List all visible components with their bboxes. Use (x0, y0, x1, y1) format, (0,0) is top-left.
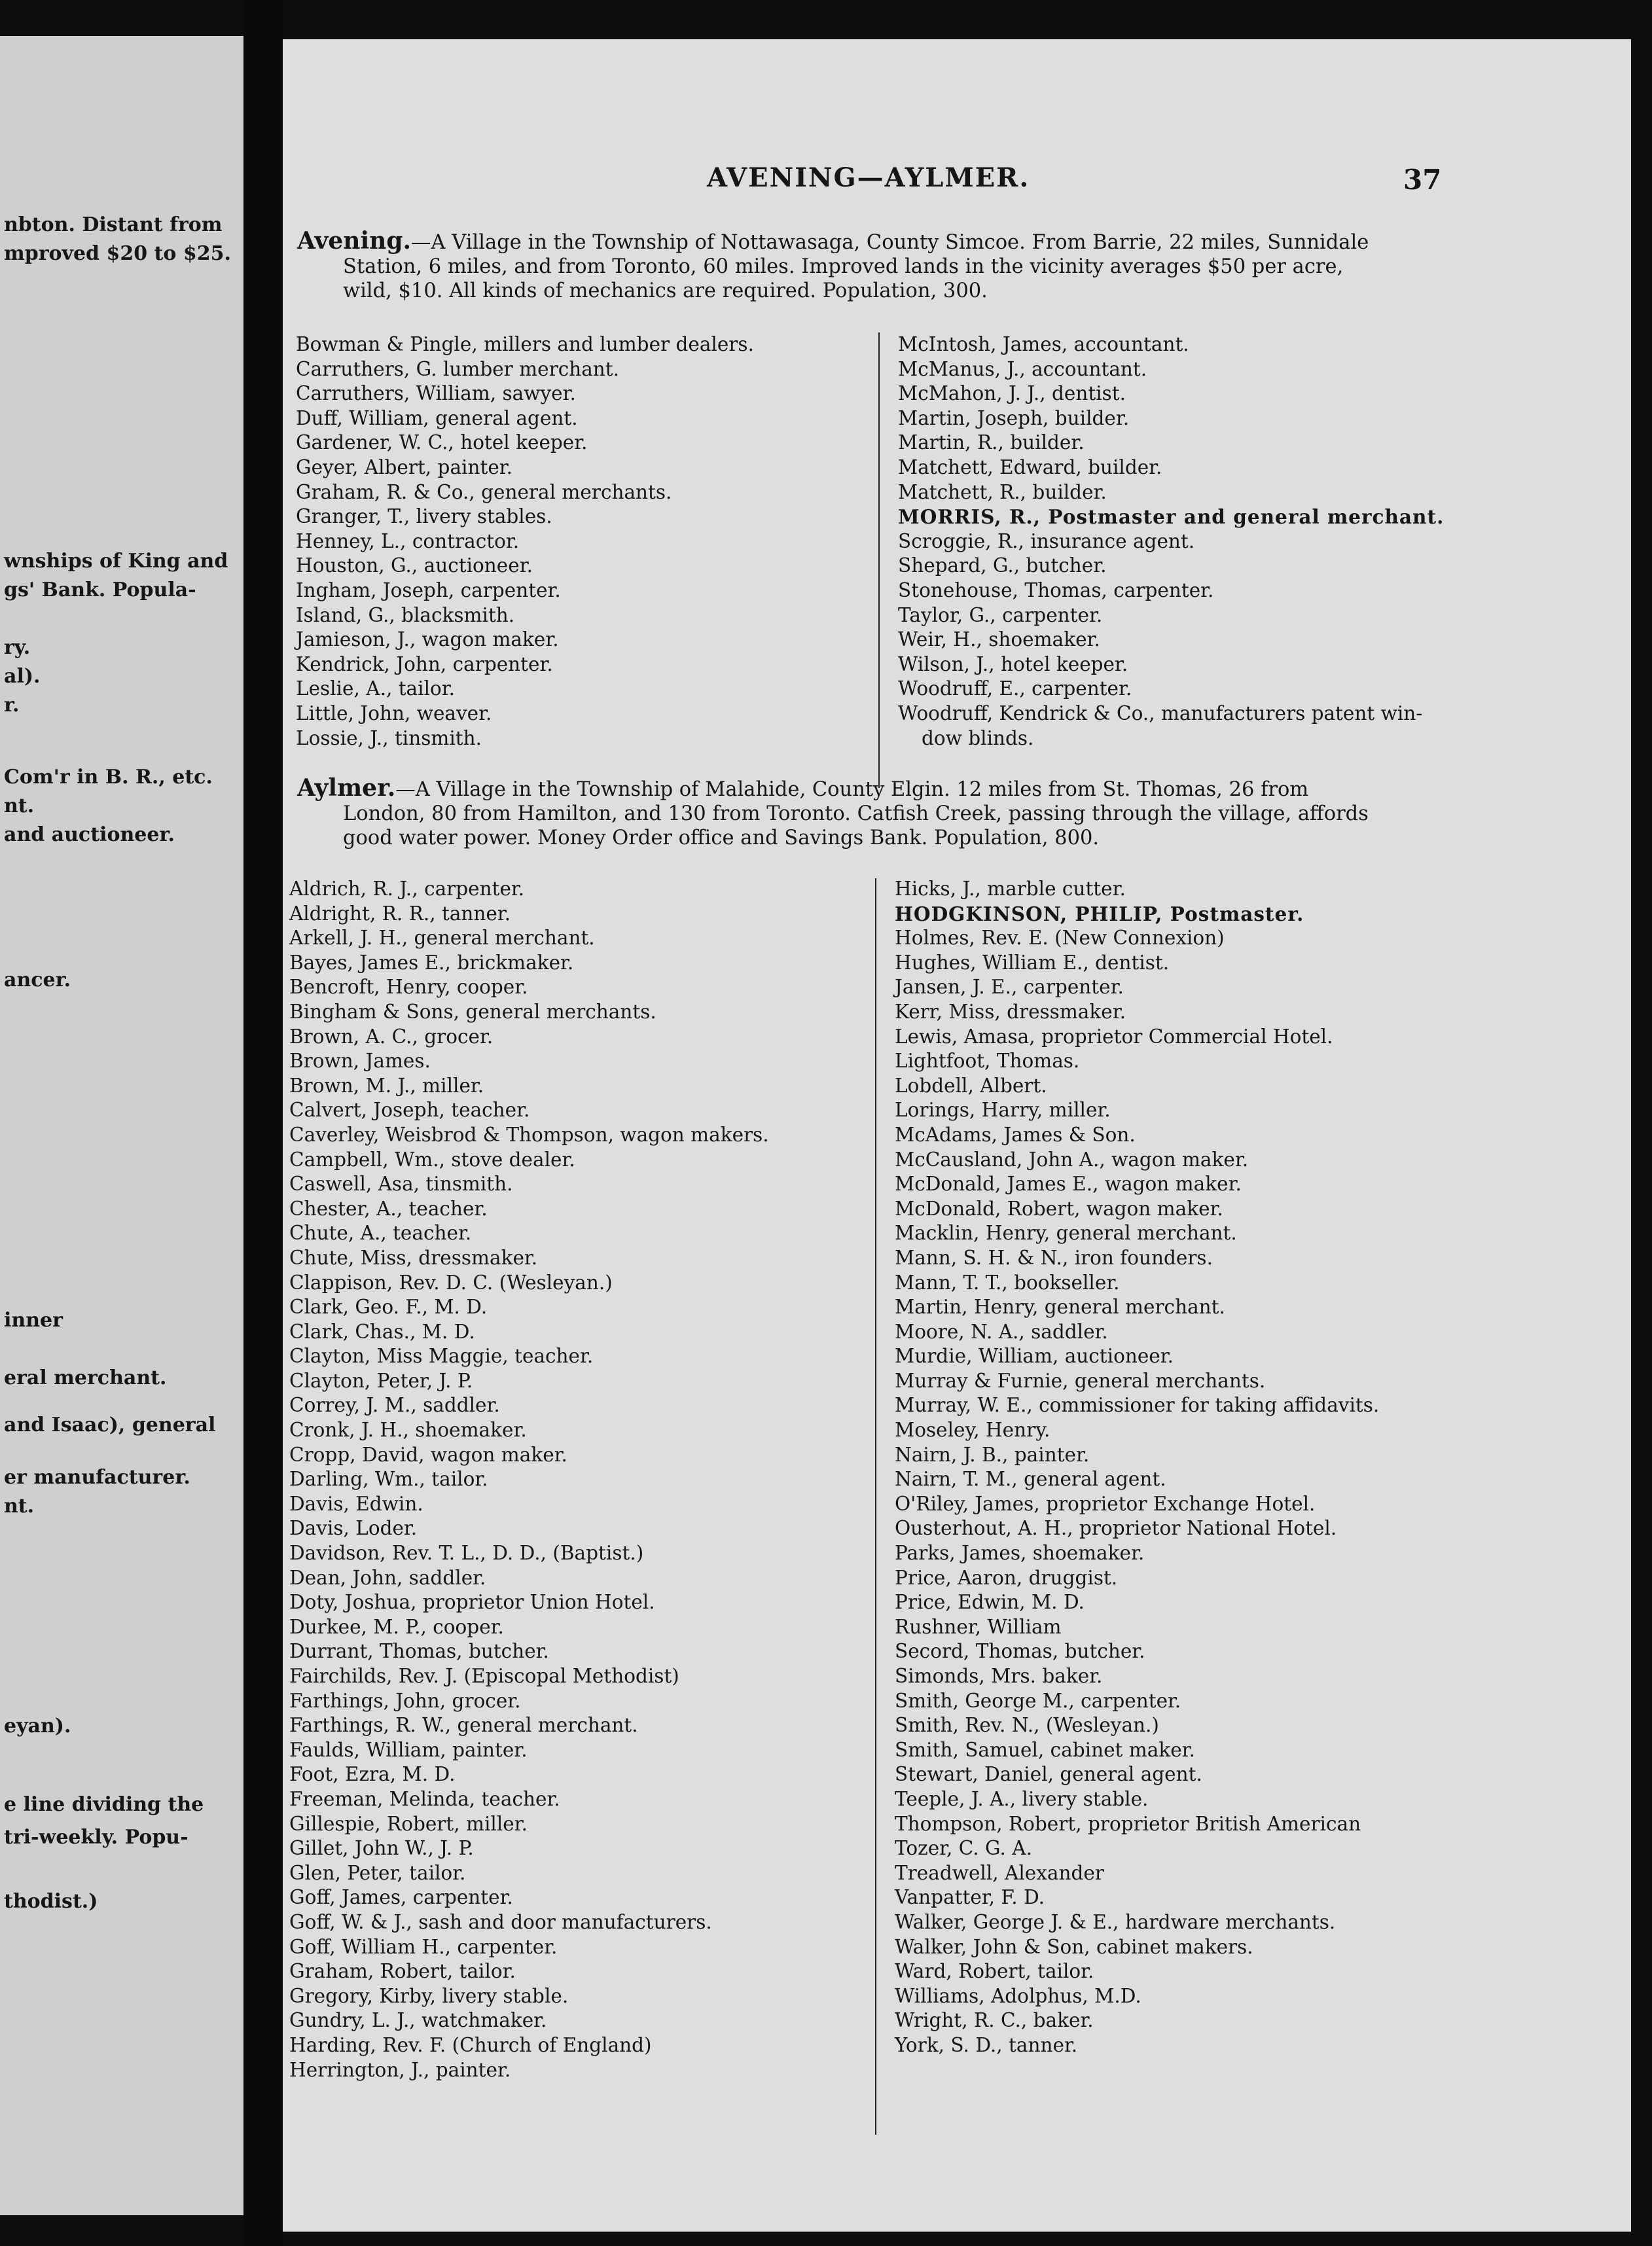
directory-entry: Dean, John, saddler. (289, 1566, 486, 1589)
column-rule (878, 332, 880, 788)
directory-entry: Murray & Furnie, general merchants. (895, 1369, 1266, 1392)
directory-entry: McManus, J., accountant. (898, 357, 1147, 380)
directory-entry: Teeple, J. A., livery stable. (895, 1787, 1149, 1810)
previous-page-line: ancer. (4, 969, 71, 991)
directory-entry: McAdams, James & Son. (895, 1123, 1136, 1146)
directory-entry: Williams, Adolphus, M.D. (895, 1984, 1141, 2007)
directory-entry: Island, G., blacksmith. (296, 603, 515, 626)
previous-page-line: and Isaac), general (4, 1414, 216, 1436)
previous-page-fragment (0, 36, 243, 2215)
directory-entry: Lobdell, Albert. (895, 1074, 1047, 1097)
previous-page-line: e line dividing the (4, 1793, 204, 1816)
directory-entry: Murdie, William, auctioneer. (895, 1345, 1174, 1368)
directory-entry: Little, John, weaver. (296, 702, 492, 724)
directory-entry: Arkell, J. H., general merchant. (289, 927, 595, 950)
directory-entry: Walker, George J. & E., hardware merchants. (895, 1910, 1336, 1933)
previous-page-line: nbton. Distant from (4, 213, 223, 236)
aylmer-right-column (895, 877, 1379, 2058)
directory-entry: Bayes, James E., brickmaker. (289, 951, 574, 974)
directory-entry: Aldright, R. R., tanner. (289, 902, 511, 925)
directory-entry: Hicks, J., marble cutter. (895, 878, 1126, 900)
directory-entry: Granger, T., livery stables. (296, 505, 552, 528)
directory-entry: Gregory, Kirby, livery stable. (289, 1984, 569, 2007)
directory-entry: Aldrich, R. J., carpenter. (289, 878, 525, 900)
directory-entry: Nairn, J. B., painter. (895, 1443, 1090, 1466)
directory-entry: Mann, S. H. & N., iron founders. (895, 1246, 1213, 1269)
directory-entry: Jamieson, J., wagon maker. (296, 628, 559, 651)
running-head: AVENING—AYLMER. (707, 162, 1030, 193)
directory-entry: Durrant, Thomas, butcher. (289, 1640, 549, 1663)
directory-entry: Price, Edwin, M. D. (895, 1591, 1085, 1614)
directory-entry: Lorings, Harry, miller. (895, 1099, 1111, 1122)
directory-entry: Smith, Samuel, cabinet maker. (895, 1738, 1195, 1761)
directory-entry: Clayton, Peter, J. P. (289, 1369, 473, 1392)
aylmer-heading: Aylmer. (297, 774, 396, 802)
directory-entry: Calvert, Joseph, teacher. (289, 1099, 530, 1122)
directory-entry: Goff, W. & J., sash and door manufacturers. (289, 1910, 712, 1933)
directory-entry: Houston, G., auctioneer. (296, 554, 533, 577)
previous-page-line: mproved $20 to $25. (4, 242, 231, 265)
book-gutter (243, 0, 283, 2246)
directory-entry: McDonald, James E., wagon maker. (895, 1173, 1242, 1196)
directory-entry: Bowman & Pingle, millers and lumber dealers. (296, 333, 754, 355)
aylmer-left-column (289, 877, 769, 2082)
directory-entry: McDonald, Robert, wagon maker. (895, 1197, 1223, 1220)
directory-entry: Davidson, Rev. T. L., D. D., (Baptist.) (289, 1542, 644, 1565)
directory-entry: Henney, L., contractor. (296, 529, 520, 552)
previous-page-line: nt. (4, 1495, 35, 1518)
directory-entry: Darling, Wm., tailor. (289, 1468, 488, 1491)
directory-entry: Jansen, J. E., carpenter. (895, 976, 1124, 999)
avening-right-column (898, 332, 1444, 751)
directory-entry: Chute, Miss, dressmaker. (289, 1246, 538, 1269)
directory-entry: Geyer, Albert, painter. (296, 455, 513, 478)
directory-entry: Smith, George M., carpenter. (895, 1689, 1181, 1712)
directory-entry: Foot, Ezra, M. D. (289, 1763, 456, 1786)
directory-entry: Nairn, T. M., general agent. (895, 1468, 1166, 1491)
directory-entry: Herrington, J., painter. (289, 2058, 511, 2081)
avening-heading: Avening. (297, 227, 412, 255)
directory-entry: Macklin, Henry, general merchant. (895, 1222, 1237, 1245)
directory-entry: Ingham, Joseph, carpenter. (296, 579, 561, 601)
directory-entry: McCausland, John A., wagon maker. (895, 1148, 1249, 1171)
previous-page-line: ry. (4, 636, 31, 659)
directory-entry: Chute, A., teacher. (289, 1222, 472, 1245)
directory-entry: Thompson, Robert, proprietor British American (895, 1812, 1361, 1835)
directory-entry: Gillet, John W., J. P. (289, 1837, 474, 1860)
directory-entry: McMahon, J. J., dentist. (898, 382, 1126, 405)
directory-entry: Treadwell, Alexander (895, 1861, 1104, 1884)
previous-page-line: eyan). (4, 1715, 71, 1738)
directory-entry: dow blinds. (922, 726, 1034, 749)
directory-entry: Caverley, Weisbrod & Thompson, wagon makers. (289, 1123, 769, 1146)
directory-entry: Cropp, David, wagon maker. (289, 1443, 567, 1466)
directory-entry: Hughes, William E., dentist. (895, 951, 1170, 974)
directory-entry: Mann, T. T., bookseller. (895, 1271, 1120, 1294)
directory-entry: Glen, Peter, tailor. (289, 1861, 466, 1884)
previous-page-line: tri-weekly. Popu- (4, 1826, 189, 1849)
directory-entry: Lossie, J., tinsmith. (296, 726, 482, 749)
previous-page-line: Com'r in B. R., etc. (4, 766, 213, 789)
directory-entry: Martin, Henry, general merchant. (895, 1296, 1225, 1319)
directory-entry: Cronk, J. H., shoemaker. (289, 1419, 527, 1442)
avening-left-column (296, 332, 754, 751)
directory-entry: Woodruff, E., carpenter. (898, 677, 1132, 700)
directory-entry: Simonds, Mrs. baker. (895, 1665, 1103, 1687)
directory-entry: Davis, Edwin. (289, 1492, 423, 1515)
directory-entry: Clark, Chas., M. D. (289, 1320, 475, 1343)
directory-entry: Taylor, G., carpenter. (898, 603, 1103, 626)
previous-page-line: gs' Bank. Popula- (4, 579, 196, 601)
previous-page-line: er manufacturer. (4, 1466, 190, 1489)
directory-entry: Secord, Thomas, butcher. (895, 1640, 1145, 1663)
directory-entry: Smith, Rev. N., (Wesleyan.) (895, 1714, 1159, 1737)
directory-entry: Martin, Joseph, builder. (898, 406, 1130, 429)
previous-page-line: inner (4, 1309, 63, 1332)
directory-entry: Holmes, Rev. E. (New Connexion) (895, 927, 1225, 950)
avening-intro: Avening.—A Village in the Township of Nottawasaga, County Simcoe. From Barrie, 22 miles, Sunnidale Station, 6 miles, and from Toronto, 60 miles. Improved lands in the vicinity averages $50 per acre, wild, $10. All kinds of mechanics are required. Population, 300. (297, 227, 1369, 302)
directory-entry: Carruthers, G. lumber merchant. (296, 357, 620, 380)
directory-entry: Gardener, W. C., hotel keeper. (296, 431, 588, 454)
directory-entry: Goff, James, carpenter. (289, 1886, 513, 1909)
directory-entry: Brown, James. (289, 1050, 431, 1073)
directory-entry: Faulds, William, painter. (289, 1738, 528, 1761)
directory-entry: Doty, Joshua, proprietor Union Hotel. (289, 1591, 655, 1614)
previous-page-line: thodist.) (4, 1890, 98, 1913)
directory-entry: Kerr, Miss, dressmaker. (895, 1000, 1126, 1023)
directory-entry: Freeman, Melinda, teacher. (289, 1787, 560, 1810)
directory-page (283, 39, 1631, 2232)
directory-entry: Caswell, Asa, tinsmith. (289, 1173, 513, 1196)
directory-entry: Lightfoot, Thomas. (895, 1050, 1080, 1073)
directory-entry: Campbell, Wm., stove dealer. (289, 1148, 575, 1171)
directory-entry: Gundry, L. J., watchmaker. (289, 2009, 547, 2032)
directory-entry: Matchett, Edward, builder. (898, 455, 1162, 478)
directory-entry: Harding, Rev. F. (Church of England) (289, 2033, 652, 2056)
directory-entry: Duff, William, general agent. (296, 406, 578, 429)
directory-entry: O'Riley, James, proprietor Exchange Hotel. (895, 1492, 1316, 1515)
directory-entry: Moseley, Henry. (895, 1419, 1050, 1442)
directory-entry: Ward, Robert, tailor. (895, 1960, 1094, 1983)
directory-entry: Ousterhout, A. H., proprietor National Hotel. (895, 1517, 1337, 1540)
directory-entry: Lewis, Amasa, proprietor Commercial Hotel. (895, 1025, 1333, 1048)
directory-entry: Bingham & Sons, general merchants. (289, 1000, 656, 1023)
directory-entry: Graham, R. & Co., general merchants. (296, 480, 672, 503)
directory-entry: Wright, R. C., baker. (895, 2009, 1094, 2032)
previous-page-line: r. (4, 694, 20, 717)
directory-entry: MORRIS, R., Postmaster and general merchant. (898, 505, 1445, 529)
directory-entry: Stonehouse, Thomas, carpenter. (898, 579, 1214, 601)
directory-entry: Leslie, A., tailor. (296, 677, 456, 700)
directory-entry: Price, Aaron, druggist. (895, 1566, 1118, 1589)
directory-entry: Chester, A., teacher. (289, 1197, 488, 1220)
directory-entry: Bencroft, Henry, cooper. (289, 976, 528, 999)
previous-page-line: eral merchant. (4, 1366, 167, 1389)
directory-entry: Murray, W. E., commissioner for taking affidavits. (895, 1394, 1380, 1417)
directory-entry: Fairchilds, Rev. J. (Episcopal Methodist) (289, 1665, 679, 1687)
column-rule (875, 878, 876, 2135)
directory-entry: Clark, Geo. F., M. D. (289, 1296, 488, 1319)
directory-entry: Weir, H., shoemaker. (898, 628, 1100, 651)
directory-entry: Scroggie, R., insurance agent. (898, 529, 1195, 552)
previous-page-line: al). (4, 665, 41, 688)
directory-entry: Brown, M. J., miller. (289, 1074, 484, 1097)
directory-entry: McIntosh, James, accountant. (898, 333, 1189, 355)
directory-entry: Martin, R., builder. (898, 431, 1085, 454)
directory-entry: Farthings, John, grocer. (289, 1689, 521, 1712)
directory-entry: Walker, John & Son, cabinet makers. (895, 1935, 1253, 1958)
directory-entry: Clayton, Miss Maggie, teacher. (289, 1345, 594, 1368)
page-number: 37 (1403, 164, 1442, 196)
directory-entry: Gillespie, Robert, miller. (289, 1812, 528, 1835)
directory-entry: Clappison, Rev. D. C. (Wesleyan.) (289, 1271, 613, 1294)
directory-entry: Shepard, G., butcher. (898, 554, 1107, 577)
aylmer-intro: Aylmer.—A Village in the Township of Malahide, County Elgin. 12 miles from St. Thomas, 26 from London, 80 from Hamilton, and 130 from Toronto. Catfish Creek, passing through the village, affords good water power. Money Order office and Savings Bank. Population, 800. (297, 774, 1369, 849)
directory-entry: Vanpatter, F. D. (895, 1886, 1045, 1909)
directory-entry: Davis, Loder. (289, 1517, 418, 1540)
directory-entry: Parks, James, shoemaker. (895, 1542, 1145, 1565)
directory-entry: HODGKINSON, PHILIP, Postmaster. (895, 902, 1304, 925)
directory-entry: Carruthers, William, sawyer. (296, 382, 576, 405)
directory-entry: Rushner, William (895, 1615, 1062, 1638)
directory-entry: Kendrick, John, carpenter. (296, 652, 553, 675)
directory-entry: Woodruff, Kendrick & Co., manufacturers patent win- (898, 702, 1423, 724)
previous-page-line: and auctioneer. (4, 823, 175, 846)
directory-entry: Graham, Robert, tailor. (289, 1960, 516, 1983)
directory-entry: Farthings, R. W., general merchant. (289, 1714, 638, 1737)
directory-entry: Matchett, R., builder. (898, 480, 1107, 503)
directory-entry: Stewart, Daniel, general agent. (895, 1763, 1202, 1786)
directory-entry: Wilson, J., hotel keeper. (898, 652, 1128, 675)
directory-entry: Correy, J. M., saddler. (289, 1394, 500, 1417)
directory-entry: York, S. D., tanner. (895, 2033, 1078, 2056)
directory-entry: Moore, N. A., saddler. (895, 1320, 1108, 1343)
directory-entry: Brown, A. C., grocer. (289, 1025, 494, 1048)
previous-page-line: wnships of King and (4, 550, 228, 573)
previous-page-line: nt. (4, 794, 35, 817)
directory-entry: Goff, William H., carpenter. (289, 1935, 558, 1958)
directory-entry: Tozer, C. G. A. (895, 1837, 1032, 1860)
directory-entry: Durkee, M. P., cooper. (289, 1615, 504, 1638)
